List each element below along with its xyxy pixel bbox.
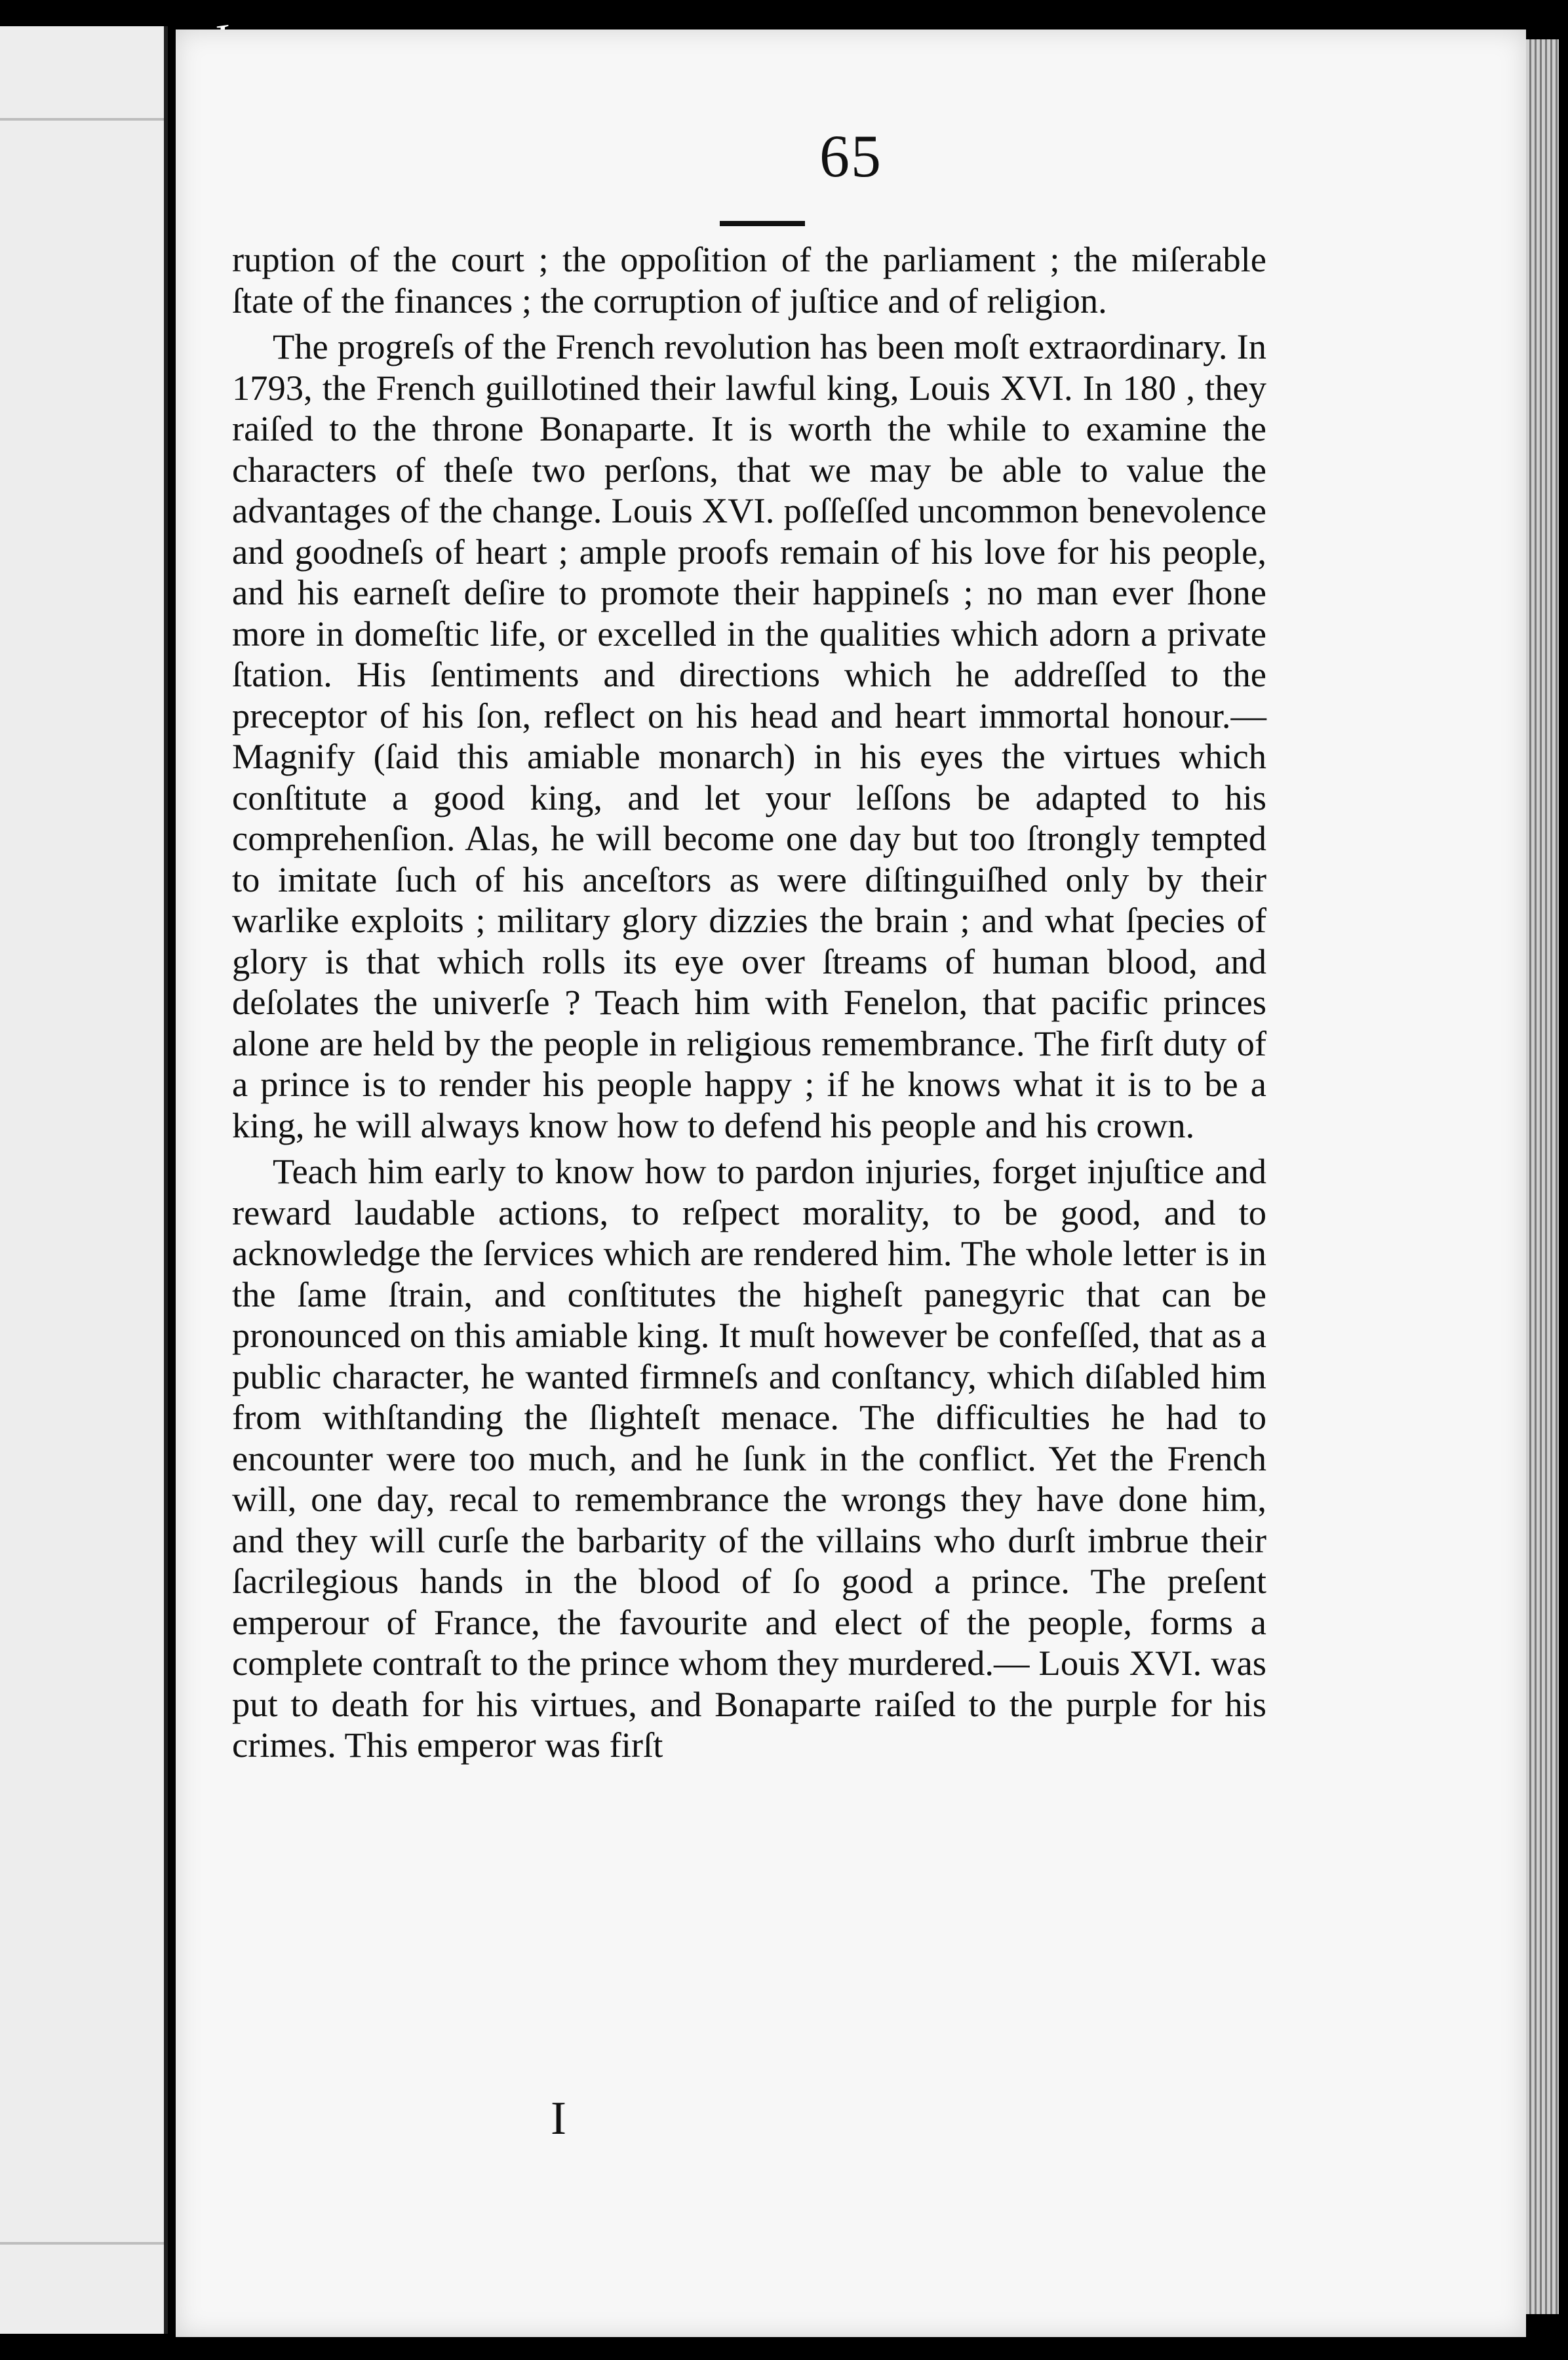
- signature-mark: I: [551, 2092, 566, 2144]
- page-body: [232, 239, 1266, 1766]
- paragraph-continued: ruption of the court ; the oppoſition of the parliament ; the miſerable ſtate of the finances ; the corruption of juſtice and of religion.: [232, 239, 1266, 321]
- book-page: [176, 30, 1526, 2337]
- page-edge-line: [0, 2242, 164, 2245]
- paragraph: The progreſs of the French revolution has been moſt extraordinary. In 1793, the French guillotined their lawful king, Louis XVI. In 180 , they raiſed to the throne Bonaparte. It is worth the while to examine the characters of theſe two perſons, that we may be able to value the advantages of the change. Louis XVI. poſſeſſed uncommon benevolence and goodneſs of heart ; ample proofs remain of his love for his people, and his earneſt deſire to promote their happineſs ; no man ever ſhone more in domeſtic life, or excelled in the qualities which adorn a private ſtation. His ſentiments and directions which he addreſſed to the preceptor of his ſon, reflect on his head and heart immortal honour.— Magnify (ſaid this amiable monarch) in his eyes the virtues which conſtitute a good king, and let your leſſons be adapted to his comprehenſion. Alas, he will become one day but too ſtrongly tempted to imitate ſuch of his anceſtors as were diſtinguiſhed only by their warlike exploits ; military glory dizzies the brain ; and what ſpecies of glory is that which rolls its eye over ſtreams of human blood, and deſolates the univerſe ? Teach him with Fenelon, that pacific princes alone are held by the people in religious remembrance. The firſt duty of a prince is to render his people happy ; if he knows what it is to be a king, he will always know how to defend his people and his crown.: [232, 326, 1266, 1145]
- header-rule: [720, 221, 805, 226]
- paragraph: Teach him early to know how to pardon injuries, forget injuſtice and reward laudable actions, to reſpect morality, to be good, and to acknowledge the ſervices which are rendered him. The whole letter is in the ſame ſtrain, and conſtitutes the higheſt panegyric that can be pronounced on this amiable king. It muſt however be confeſſed, that as a public character, he wanted firmneſs and conſtancy, which diſabled him from withſtanding the ſlighteſt menace. The difficulties he had to encounter were too much, and he ſunk in the conflict. Yet the French will, one day, recal to remembrance the wrongs they have done him, and they will curſe the barbarity of the villains who durſt imbrue their ſacrilegious hands in the blood of ſo good a prince. The preſent emperour of France, the favourite and elect of the people, forms a complete contraſt to the prince whom they murdered.— Louis XVI. was put to death for his virtues, and Bonaparte raiſed to the purple for his crimes. This emperor was firſt: [232, 1151, 1266, 1765]
- page-stack-edges: [1526, 39, 1559, 2314]
- page-number: 65: [819, 123, 882, 189]
- page-header: [176, 121, 1526, 191]
- page-edge-line: [0, 118, 164, 121]
- facing-page-edge: [0, 26, 168, 2334]
